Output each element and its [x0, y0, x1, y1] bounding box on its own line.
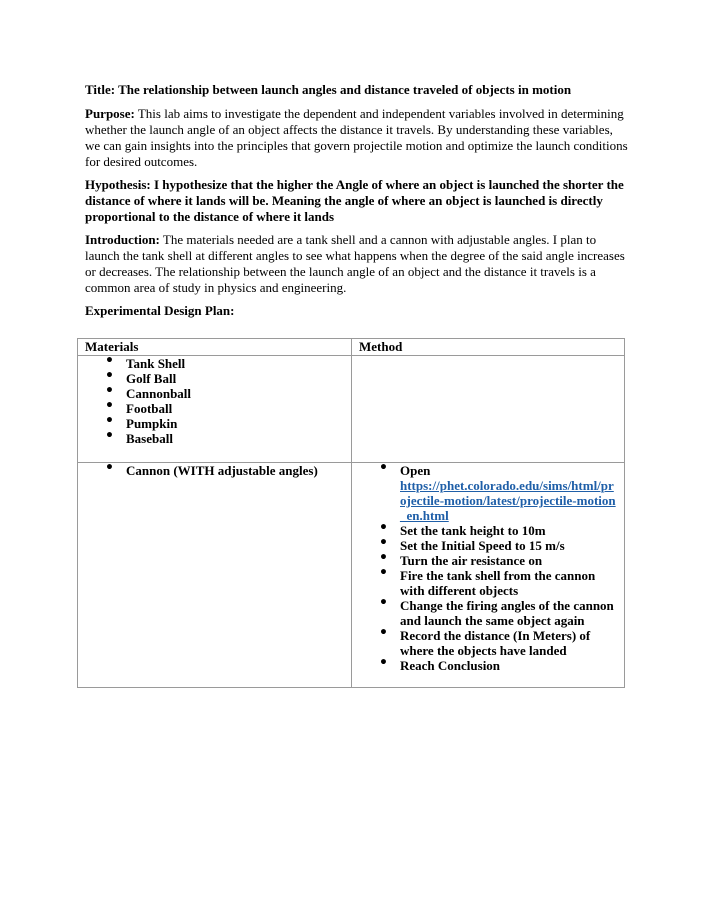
material-item: • Tank Shell — [105, 356, 345, 371]
materials-launcher-cell — [78, 463, 352, 688]
material-item: • Baseball — [105, 431, 345, 446]
materials-objects-list — [85, 356, 345, 446]
introduction-text: The materials needed are a tank shell and a cannon with adjustable angles. I plan to launch the tank shell at different angles to see what happens when the degree of the said angle increases or decreases. The relationship between the launch angle of an object and the distance it travels is a common area of study in physics and engineering. — [85, 232, 625, 295]
method-steps-list — [359, 463, 618, 673]
method-step: • Record the distance (In Meters) of where the objects have landed — [379, 628, 618, 658]
introduction-label: Introduction: — [85, 232, 160, 247]
method-steps-cell — [352, 463, 625, 688]
introduction-paragraph — [85, 232, 628, 296]
material-item: • Cannon (WITH adjustable angles) — [105, 463, 345, 478]
method-header: Method — [352, 339, 625, 356]
design-plan-table — [77, 338, 625, 688]
materials-objects-cell — [78, 356, 352, 463]
table-row — [78, 463, 625, 688]
material-item: • Golf Ball — [105, 371, 345, 386]
method-step: • Set the Initial Speed to 15 m/s — [379, 538, 618, 553]
hypothesis-paragraph: Hypothesis: I hypothesize that the higher the Angle of where an object is launched the shorter the distance of where it lands will be. Meaning the angle of where an object is launched is directly proportional to the distance of where it lands — [85, 177, 624, 224]
method-step-open — [379, 463, 618, 523]
document-body — [85, 82, 628, 327]
phet-simulation-link[interactable]: https://phet.colorado.edu/sims/html/projectile-motion/latest/projectile-motion_en.html — [400, 478, 616, 523]
materials-header: Materials — [78, 339, 352, 356]
purpose-text: This lab aims to investigate the dependent and independent variables involved in determining whether the launch angle of an object affects the distance it travels. By understanding these variables, we can gain insights into the principles that govern projectile motion and optimize the launch conditions for desired outcomes. — [85, 106, 628, 169]
document-title: Title: The relationship between launch angles and distance traveled of objects in motion — [85, 82, 572, 97]
method-step: • Set the tank height to 10m — [379, 523, 618, 538]
purpose-paragraph — [85, 106, 628, 170]
method-empty-cell — [352, 356, 625, 463]
table-row — [78, 356, 625, 463]
purpose-label: Purpose: — [85, 106, 135, 121]
method-step: • Reach Conclusion — [379, 658, 618, 673]
design-plan-heading: Experimental Design Plan: — [85, 303, 235, 318]
material-item: • Cannonball — [105, 386, 345, 401]
materials-launcher-list — [85, 463, 345, 478]
method-step: • Fire the tank shell from the cannon with different objects — [379, 568, 618, 598]
material-item: • Pumpkin — [105, 416, 345, 431]
table-header-row — [78, 339, 625, 356]
method-step: • Change the firing angles of the cannon and launch the same object again — [379, 598, 618, 628]
open-label: Open — [400, 463, 431, 478]
method-step: • Turn the air resistance on — [379, 553, 618, 568]
material-item: • Football — [105, 401, 345, 416]
